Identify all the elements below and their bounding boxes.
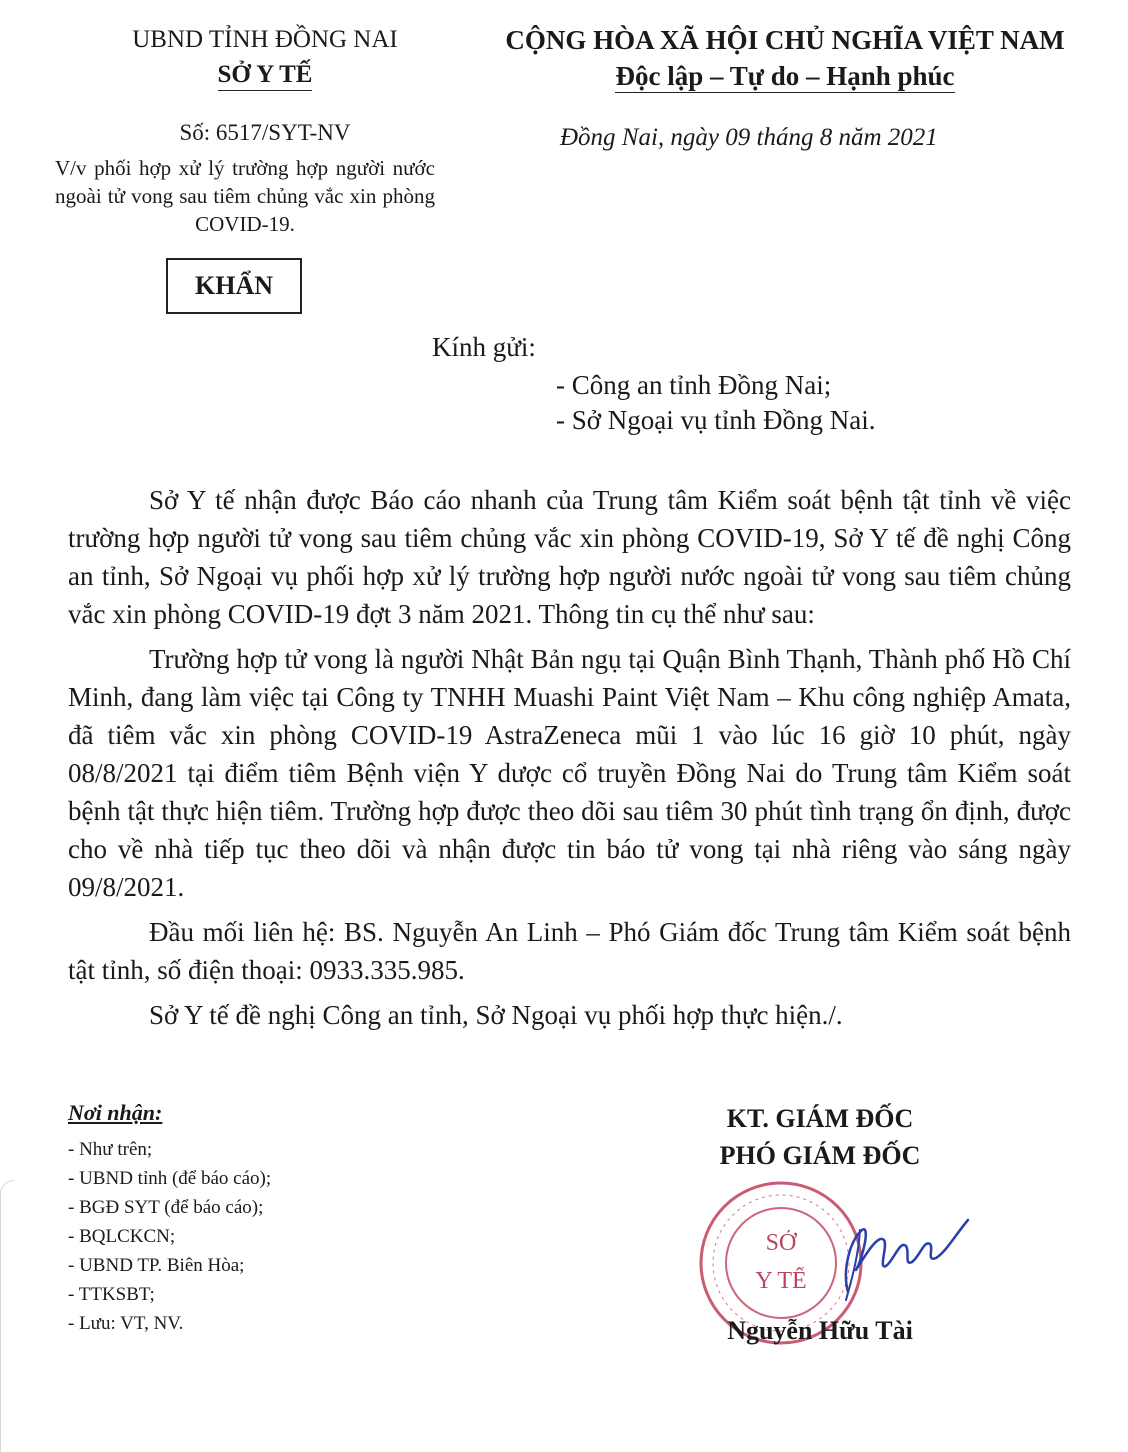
signer-role-primary: KT. GIÁM ĐỐC — [726, 1104, 914, 1133]
receiver-item: - Như trên; — [68, 1139, 153, 1160]
document-number: Số: 6517/SYT-NV — [179, 120, 351, 145]
issuing-agency-block — [60, 22, 470, 92]
signer-title-block — [620, 1100, 1020, 1174]
recipient-item: - Sở Ngoại vụ tỉnh Đồng Nai. — [556, 405, 876, 435]
national-title-block — [470, 22, 1100, 94]
receiver-item: - Lưu: VT, NV. — [68, 1313, 184, 1334]
letter-body — [68, 481, 1071, 1041]
body-paragraph: Trường hợp tử vong là người Nhật Bản ngụ tại Quận Bình Thạnh, Thành phố Hồ Chí Minh, đang làm việc tại Công ty TNHH Muashi Paint Việt Nam – Khu công nghiệp Amata, đã tiêm vắc xin phòng COVID-19 AstraZeneca mũi 1 vào lúc 16 giờ 10 phút, ngày 08/8/2021 tại điểm tiêm Bệnh viện Y dược cổ truyền Đồng Nai do Trung tâm Kiểm soát bệnh tật thực hiện tiêm. Trường hợp được theo dõi sau tiêm 30 phút tình trạng ổn định, được cho về nhà tiếp tục theo dõi và nhận được tin báo tử vong tại nhà riêng vào sáng ngày 09/8/2021. — [68, 644, 1071, 902]
svg-text:SỞ: SỞ — [765, 1230, 797, 1256]
receivers-title: Nơi nhận: — [68, 1100, 163, 1125]
salutation: Kính gửi: — [432, 332, 536, 362]
receiver-item: - BGĐ SYT (để báo cáo); — [68, 1197, 264, 1218]
national-motto: Độc lập – Tự do – Hạnh phúc — [615, 61, 955, 91]
handwritten-signature — [820, 1200, 970, 1310]
urgency-badge: KHẨN — [166, 258, 302, 314]
receiver-item: - TTKSBT; — [68, 1284, 155, 1305]
agency-parent: UBND TỈNH ĐỒNG NAI — [132, 26, 398, 53]
signer-name: Nguyễn Hữu Tài — [727, 1316, 913, 1345]
receiver-item: - UBND TP. Biên Hòa; — [68, 1255, 245, 1276]
body-paragraph: Sở Y tế đề nghị Công an tỉnh, Sở Ngoại vụ phối hợp thực hiện./. — [149, 1000, 843, 1030]
page-edge-shadow — [0, 1180, 15, 1452]
svg-text:Y TẾ: Y TẾ — [755, 1268, 807, 1294]
body-paragraph: Sở Y tế nhận được Báo cáo nhanh của Trung tâm Kiểm soát bệnh tật tỉnh về việc trường hợp người tử vong sau tiêm chủng vắc xin phòng COVID-19, Sở Y tế đề nghị Công an tỉnh, Sở Ngoại vụ phối hợp xử lý trường hợp người nước ngoài tử vong sau tiêm chủng vắc xin phòng COVID-19 đợt 3 năm 2021. Thông tin cụ thể như sau: — [68, 485, 1071, 629]
body-paragraph: Đầu mối liên hệ: BS. Nguyễn An Linh – Phó Giám đốc Trung tâm Kiểm soát bệnh tật tỉnh, số điện thoại: 0933.335.985. — [68, 917, 1071, 985]
country-name: CỘNG HÒA XÃ HỘI CHỦ NGHĨA VIỆT NAM — [505, 25, 1065, 55]
issue-date: Đồng Nai, ngày 09 tháng 8 năm 2021 — [560, 124, 938, 151]
agency-name: SỞ Y TẾ — [218, 60, 313, 91]
receiver-item: - UBND tỉnh (để báo cáo); — [68, 1168, 272, 1189]
receiver-item: - BQLCKCN; — [68, 1226, 176, 1247]
document-subject: V/v phối hợp xử lý trường hợp người nước ngoài tử vong sau tiêm chủng vắc xin phòng COVID-19. — [55, 156, 435, 236]
recipient-item: - Công an tỉnh Đồng Nai; — [556, 370, 832, 400]
signer-role-secondary: PHÓ GIÁM ĐỐC — [719, 1141, 921, 1170]
receivers-list — [68, 1135, 271, 1338]
